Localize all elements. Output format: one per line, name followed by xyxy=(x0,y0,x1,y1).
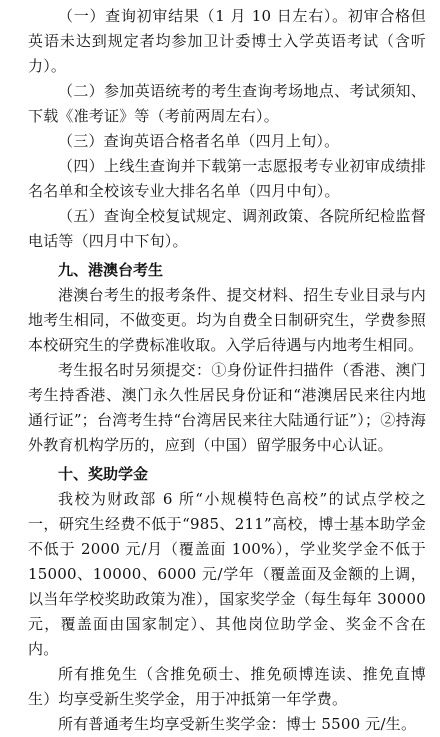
paragraph-recommended-students: 所有推免生（含推免硕士、推免硕博连读、推免直博生）均享受新生奖学金，用于冲抵第一年学费。 xyxy=(28,665,426,708)
section-heading-hk-macao-taiwan: 九、港澳台考生 xyxy=(58,261,164,279)
paragraph-exam-admission-ticket: （二）参加英语统考的考生查询考场地点、考试须知、下载《准考证》等（考前两周左右）。 xyxy=(28,82,426,125)
paragraph-regular-students: 所有普通考生均享受新生奖学金：博士 5500 元/生。 xyxy=(58,715,417,733)
paragraph-score-ranking: （四）上线生查询并下载第一志愿报考专业初审成绩排名名单和全校该专业大排名名单（四月中旬）。 xyxy=(28,157,426,200)
paragraph-hk-macao-taiwan-documents: 考生报名时另须提交：①身份证件扫描件（香港、澳门考生持香港、澳门永久性居民身份证和“港澳居民来往内地通行证”；台湾考生持“台湾居民来往大陆通行证”）；②持海外教育机构学历的，应到（中国）留学服务中心认证。 xyxy=(28,361,426,454)
paragraph-hk-macao-taiwan-conditions: 港澳台考生的报考条件、提交材料、招生专业目录与内地考生相同，不做变更。均为自费全日制研究生，学费参照本校研究生的学费标准收取。入学后待遇与内地考生相同。 xyxy=(28,286,426,354)
paragraph-funding-overview: 我校为财政部 6 所“小规模特色高校”的试点学校之一，研究生经费不低于“985、211”高校，博士基本助学金不低于 2000 元/月（覆盖面 100%），学业奖学金不低于 15000、10000、6000 元/学年（覆盖面及金额的上调，以当年学校奖助政策为准），国家奖学金（每生每年 30000 元，覆盖面由国家制定）、其他岗位助学金、奖金不含在内。 xyxy=(28,490,426,658)
section-heading-scholarships: 十、奖助学金 xyxy=(58,465,149,483)
paragraph-initial-review: （一）查询初审结果（1 月 10 日左右）。初审合格但英语未达到规定者均参加卫计委博士入学英语考试（含听力）。 xyxy=(28,7,426,75)
paragraph-retest-rules: （五）查询全校复试规定、调剂政策、各院所纪检监督电话等（四月中下旬）。 xyxy=(28,207,426,250)
paragraph-english-qualified-list: （三）查询英语合格者名单（四月上旬）。 xyxy=(58,132,340,150)
